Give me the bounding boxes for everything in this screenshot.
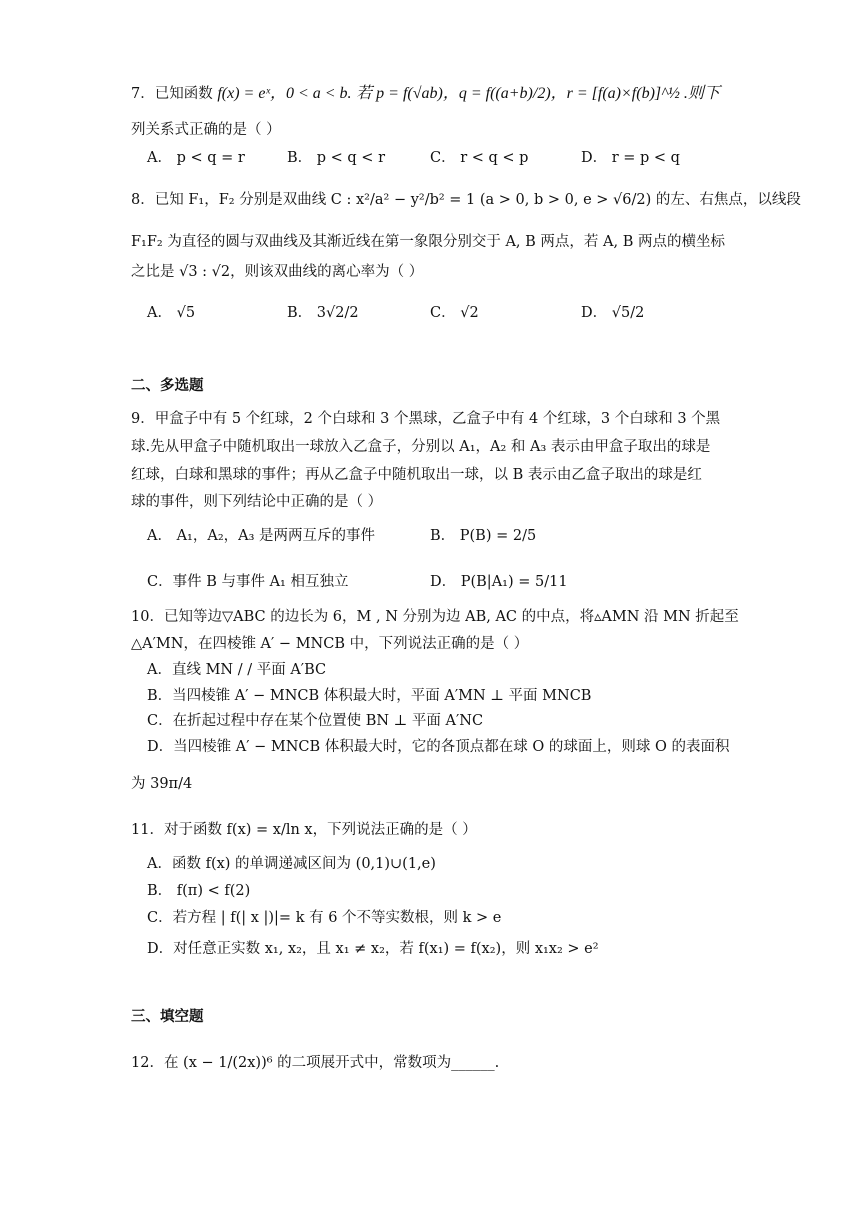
q11-option-c: C．若方程 | f(| x |)|= k 有 6 个不等实数根，则 k > e — [147, 910, 502, 926]
q8-line3: 之比是 √3 : √2，则该双曲线的离心率为（ ） — [131, 264, 424, 280]
q10-line1: 10．已知等边▽ABC 的边长为 6，M , N 分别为边 AB, AC 的中点，将▵AMN 沿 MN 折起至 — [131, 609, 739, 625]
q8-option-c: C． √2 — [430, 305, 479, 321]
q10-option-d-cont: 为 39π/4 — [131, 776, 193, 792]
q8-option-a: A． √5 — [147, 305, 196, 321]
q7-option-a: A． p < q = r — [147, 150, 245, 166]
q10-option-a: A．直线 MN / / 平面 A′BC — [147, 662, 327, 678]
q11-line1: 11．对于函数 f(x) = x/ln x，下列说法正确的是（ ） — [131, 822, 477, 838]
q9-option-b: B． P(B) = 2/5 — [430, 528, 537, 544]
q8-option-d: D． √5/2 — [581, 305, 645, 321]
q10-line2: △A′MN，在四棱锥 A′ − MNCB 中，下列说法正确的是（ ） — [131, 636, 529, 652]
q10-option-d: D．当四棱锥 A′ − MNCB 体积最大时，它的各顶点都在球 O 的球面上，则球 O 的表面积 — [147, 739, 730, 755]
q7-line1 — [131, 84, 720, 104]
q11-option-b: B． f(π) < f(2) — [147, 883, 251, 899]
q9-line1: 9．甲盒子中有 5 个红球，2 个白球和 3 个黑球，乙盒子中有 4 个红球，3 个白球和 3 个黑 — [131, 411, 721, 427]
q10-option-b: B．当四棱锥 A′ − MNCB 体积最大时，平面 A′MN ⊥ 平面 MNCB — [147, 688, 592, 704]
q9-option-c: C．事件 B 与事件 A₁ 相互独立 — [147, 574, 349, 590]
q11-option-d: D．对任意正实数 x₁, x₂，且 x₁ ≠ x₂，若 f(x₁) = f(x₂)，则 x₁x₂ > e² — [147, 941, 599, 957]
q12-line1: 12．在 (x − 1/(2x))⁶ 的二项展开式中，常数项为______. — [131, 1055, 500, 1071]
q7-option-b: B． p < q < r — [287, 150, 385, 166]
q8-line1: 8．已知 F₁，F₂ 分别是双曲线 C : x²/a² − y²/b² = 1 (a > 0, b > 0, e > √6/2) 的左、右焦点，以线段 — [131, 192, 801, 208]
q7-option-d: D． r = p < q — [581, 150, 680, 166]
q8-option-b: B． 3√2/2 — [287, 305, 359, 321]
q9-option-a: A． A₁，A₂，A₃ 是两两互斥的事件 — [147, 528, 376, 544]
section-heading-fill-blank: 三、填空题 — [131, 1009, 204, 1025]
q8-line2: F₁F₂ 为直径的圆与双曲线及其渐近线在第一象限分别交于 A, B 两点，若 A, B 两点的横坐标 — [131, 234, 725, 250]
q7-option-c: C． r < q < p — [430, 150, 529, 166]
q9-line2: 球.先从甲盒子中随机取出一球放入乙盒子，分别以 A₁，A₂ 和 A₃ 表示由甲盒子取出的球是 — [131, 439, 711, 455]
section-heading-multi-choice: 二、多选题 — [131, 378, 204, 394]
q11-option-a: A．函数 f(x) 的单调递减区间为 (0,1)∪(1,e) — [147, 856, 436, 872]
q7-cond: 若 p = f(√ab)，q = f((a+b)/2)，r = [f(a)×f(b)]^½ .则下 — [356, 85, 720, 102]
q9-line3: 红球，白球和黑球的事件；再从乙盒子中随机取出一球，以 B 表示由乙盒子取出的球是红 — [131, 467, 702, 483]
q7-prefix: 7．已知函数 — [131, 86, 213, 102]
q9-line4: 球的事件，则下列结论中正确的是（ ） — [131, 494, 383, 510]
q7-func: f(x) = eˣ，0 < a < b. — [217, 85, 352, 102]
q9-option-d: D． P(B|A₁) = 5/11 — [430, 574, 568, 590]
q7-line2: 列关系式正确的是（ ） — [131, 122, 281, 138]
q10-option-c: C．在折起过程中存在某个位置使 BN ⊥ 平面 A′NC — [147, 713, 484, 729]
